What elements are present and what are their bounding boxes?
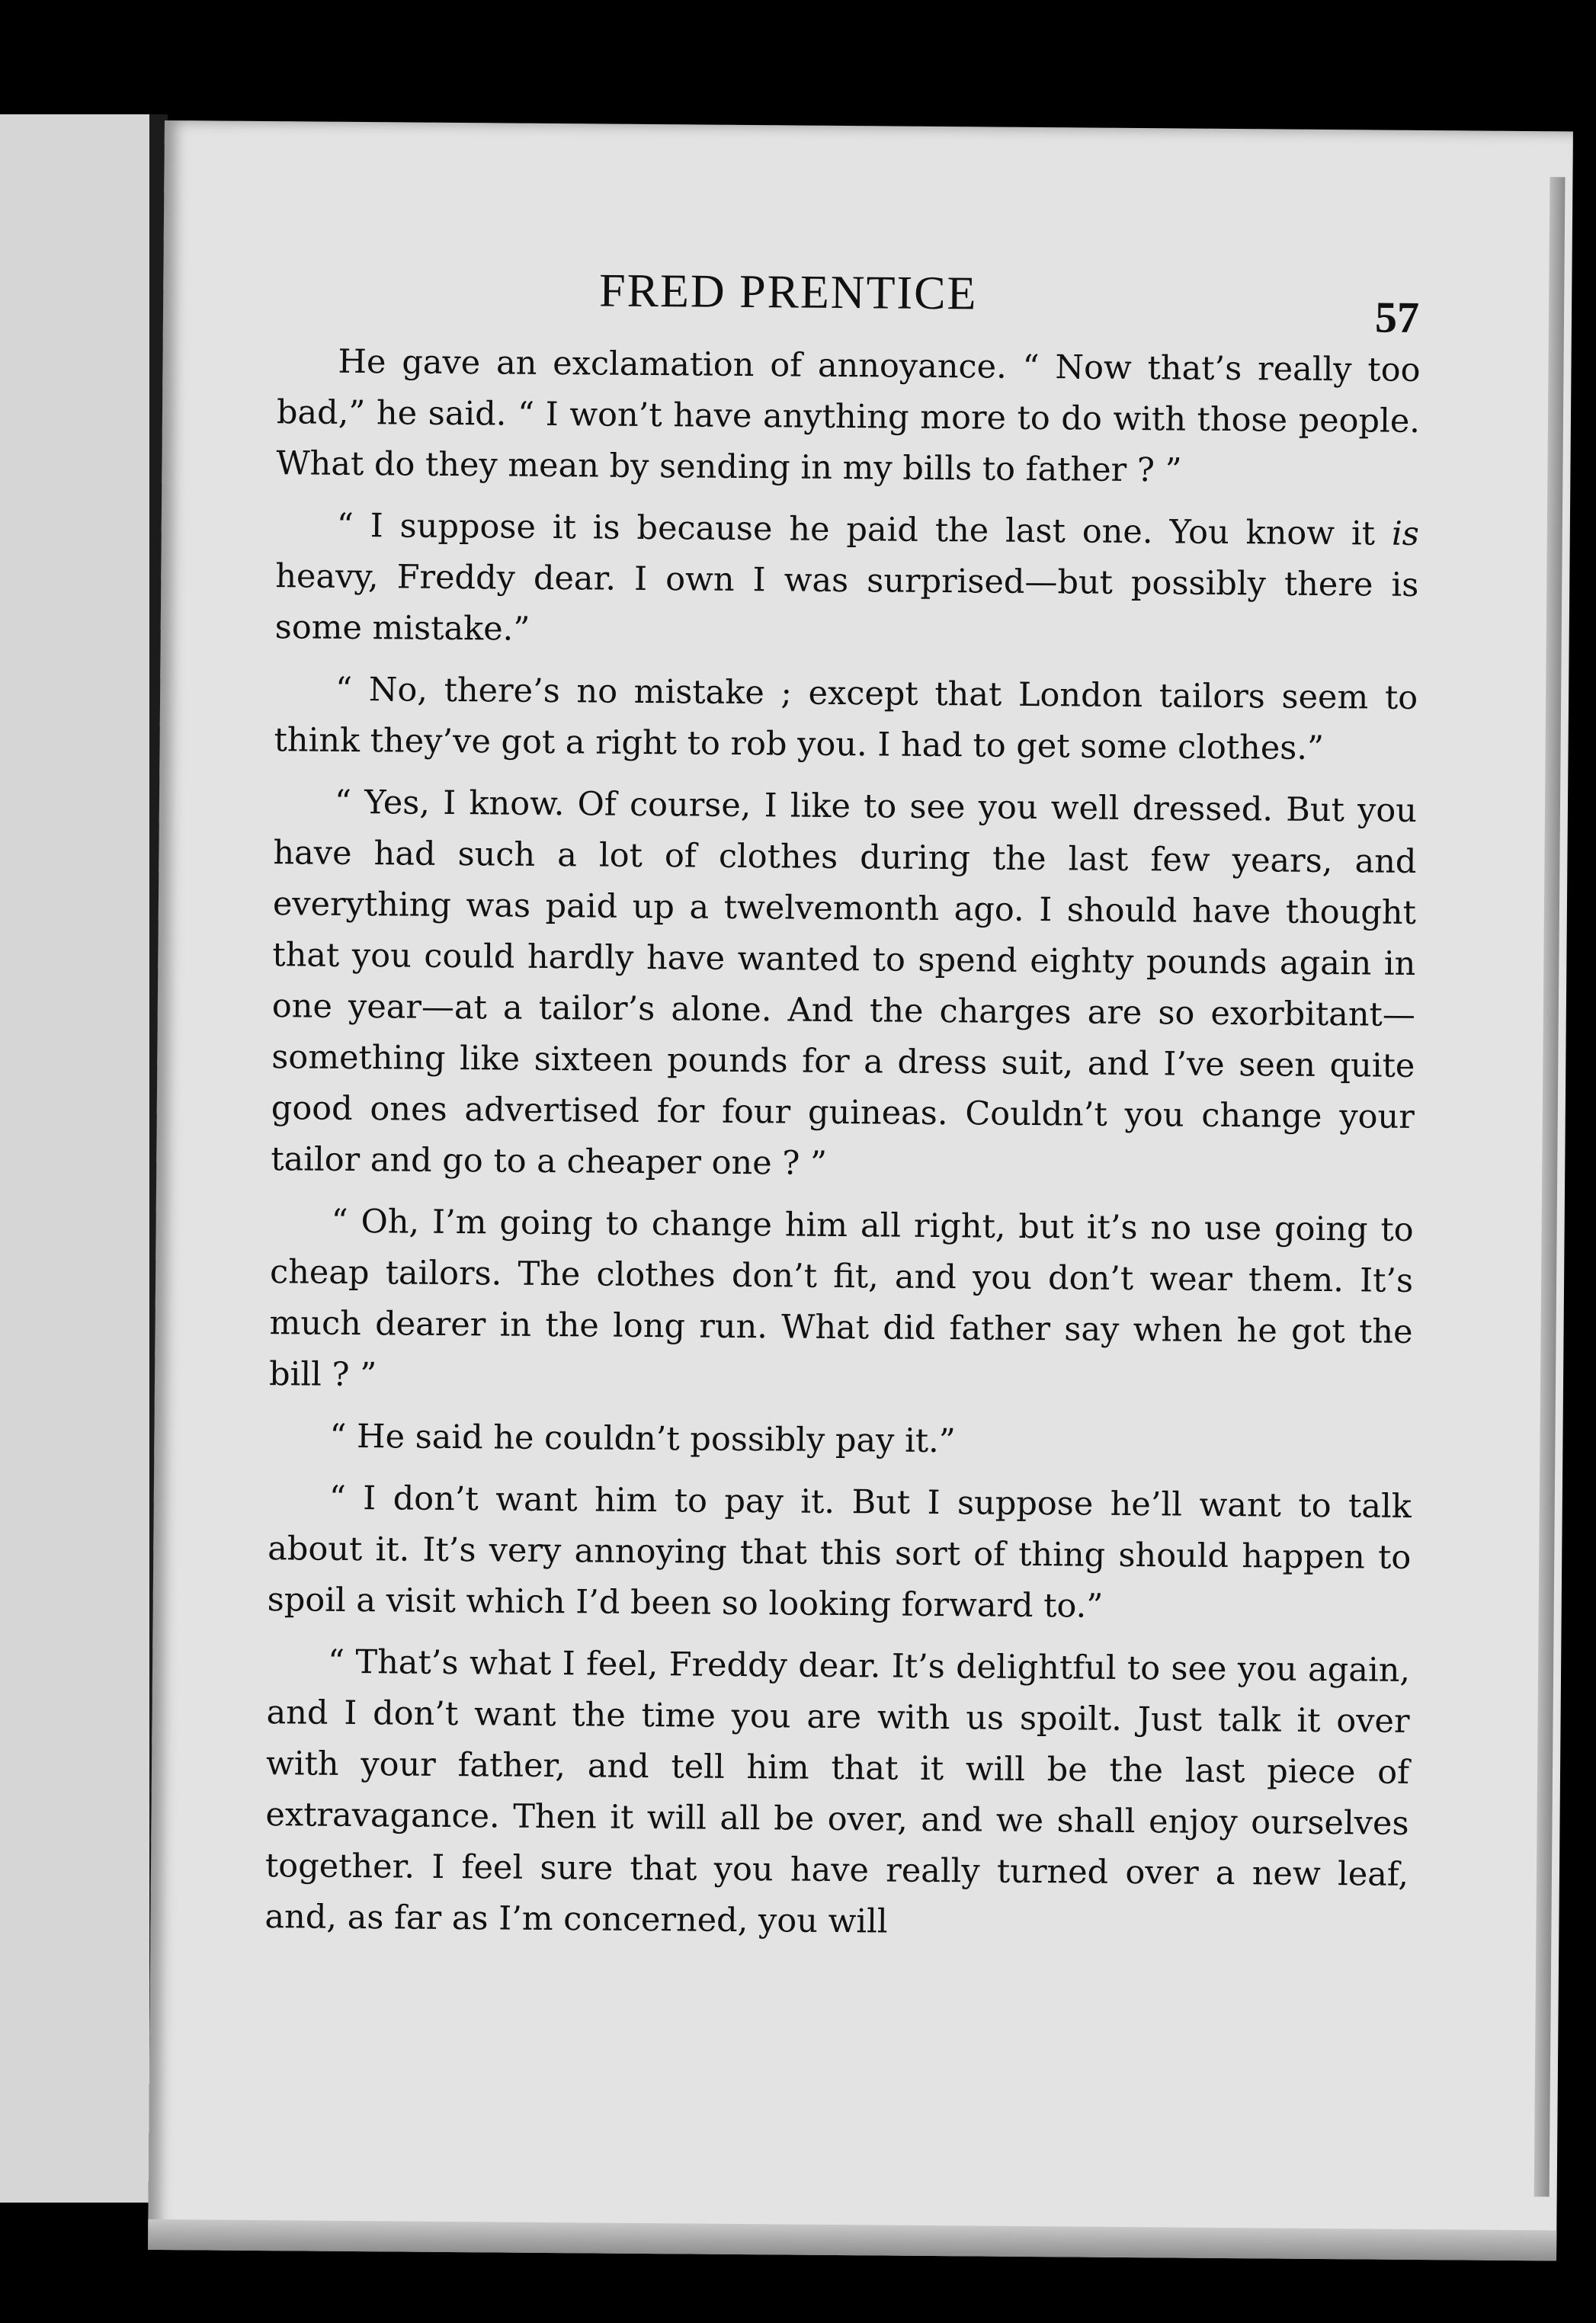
- paragraph: [269, 1196, 1414, 1409]
- paragraph-text: heavy, Freddy dear. I own I was surprised—but possibly there is some mistake.”: [274, 557, 1419, 649]
- paragraph: [267, 1472, 1412, 1635]
- paragraph-text: He gave an exclamation of annoyance. “ Now that’s really too bad,” he said. “ I won’t have anything more to do with those people. What do they mean by sending in my bills to father ? ”: [276, 342, 1421, 490]
- paragraph-text: “ He said he couldn’t possibly pay it.”: [329, 1417, 956, 1461]
- paragraph-text: “ Oh, I’m going to change him all right, but it’s no use going to cheap tailors. The clothes don’t fit, and you don’t wear them. It’s much dearer in the long run. What did father say when he got the bill ? ”: [268, 1202, 1414, 1395]
- page-body-text: [264, 336, 1421, 1963]
- paragraph: [276, 336, 1421, 498]
- paragraph-text: “ Yes, I know. Of course, I like to see you well dressed. But you have had such a lot of clothes during the last few years, and everything was paid up a twelvemonth ago. I should have thought that you could hardly have wanted to spend eighty pounds again in one year—at a tailor’s alone. And the charges are so exorbitant—something like sixteen pounds for a dress suit, and I’ve seen quite good ones advertised for four guineas. Couldn’t you change your tailor and go to a cheaper one ? ”: [271, 783, 1418, 1183]
- emphasis-text: is: [1391, 514, 1419, 553]
- book-page: [148, 120, 1573, 2261]
- paragraph-text: “ I suppose it is because he paid the last one. You know it: [336, 506, 1392, 553]
- paragraph: [275, 500, 1420, 662]
- paragraph: [274, 664, 1418, 775]
- paragraph: [264, 1636, 1410, 1952]
- page-edge-shadow: [1534, 177, 1566, 2196]
- facing-page-edge: [0, 114, 149, 2203]
- page-bottom-edge: [148, 2219, 1556, 2261]
- paragraph: [268, 1411, 1412, 1471]
- paragraph-text: “ That’s what I feel, Freddy dear. It’s delightful to see you again, and I don’t want the time you are with us spoilt. Just talk it over with your father, and tell him that it will be the last piece of extravagance. Then it will all be over, and we shall enjoy ourselves together. I feel sure that you have really turned over a new leaf, and, as far as I’m concerned, you will: [264, 1642, 1411, 1941]
- paragraph-text: “ I don’t want him to pay it. But I suppose he’ll want to talk about it. It’s very annoying that this sort of thing should happen to spoil a visit which I’d been so looking forward to.”: [267, 1479, 1412, 1626]
- paragraph-text: “ No, there’s no mistake ; except that London tailors seem to think they’ve got a right to rob you. I had to get some clothes.”: [274, 670, 1418, 767]
- page-number: 57: [1374, 292, 1420, 342]
- paragraph: [271, 777, 1417, 1194]
- running-head: FRED PRENTICE: [598, 264, 978, 320]
